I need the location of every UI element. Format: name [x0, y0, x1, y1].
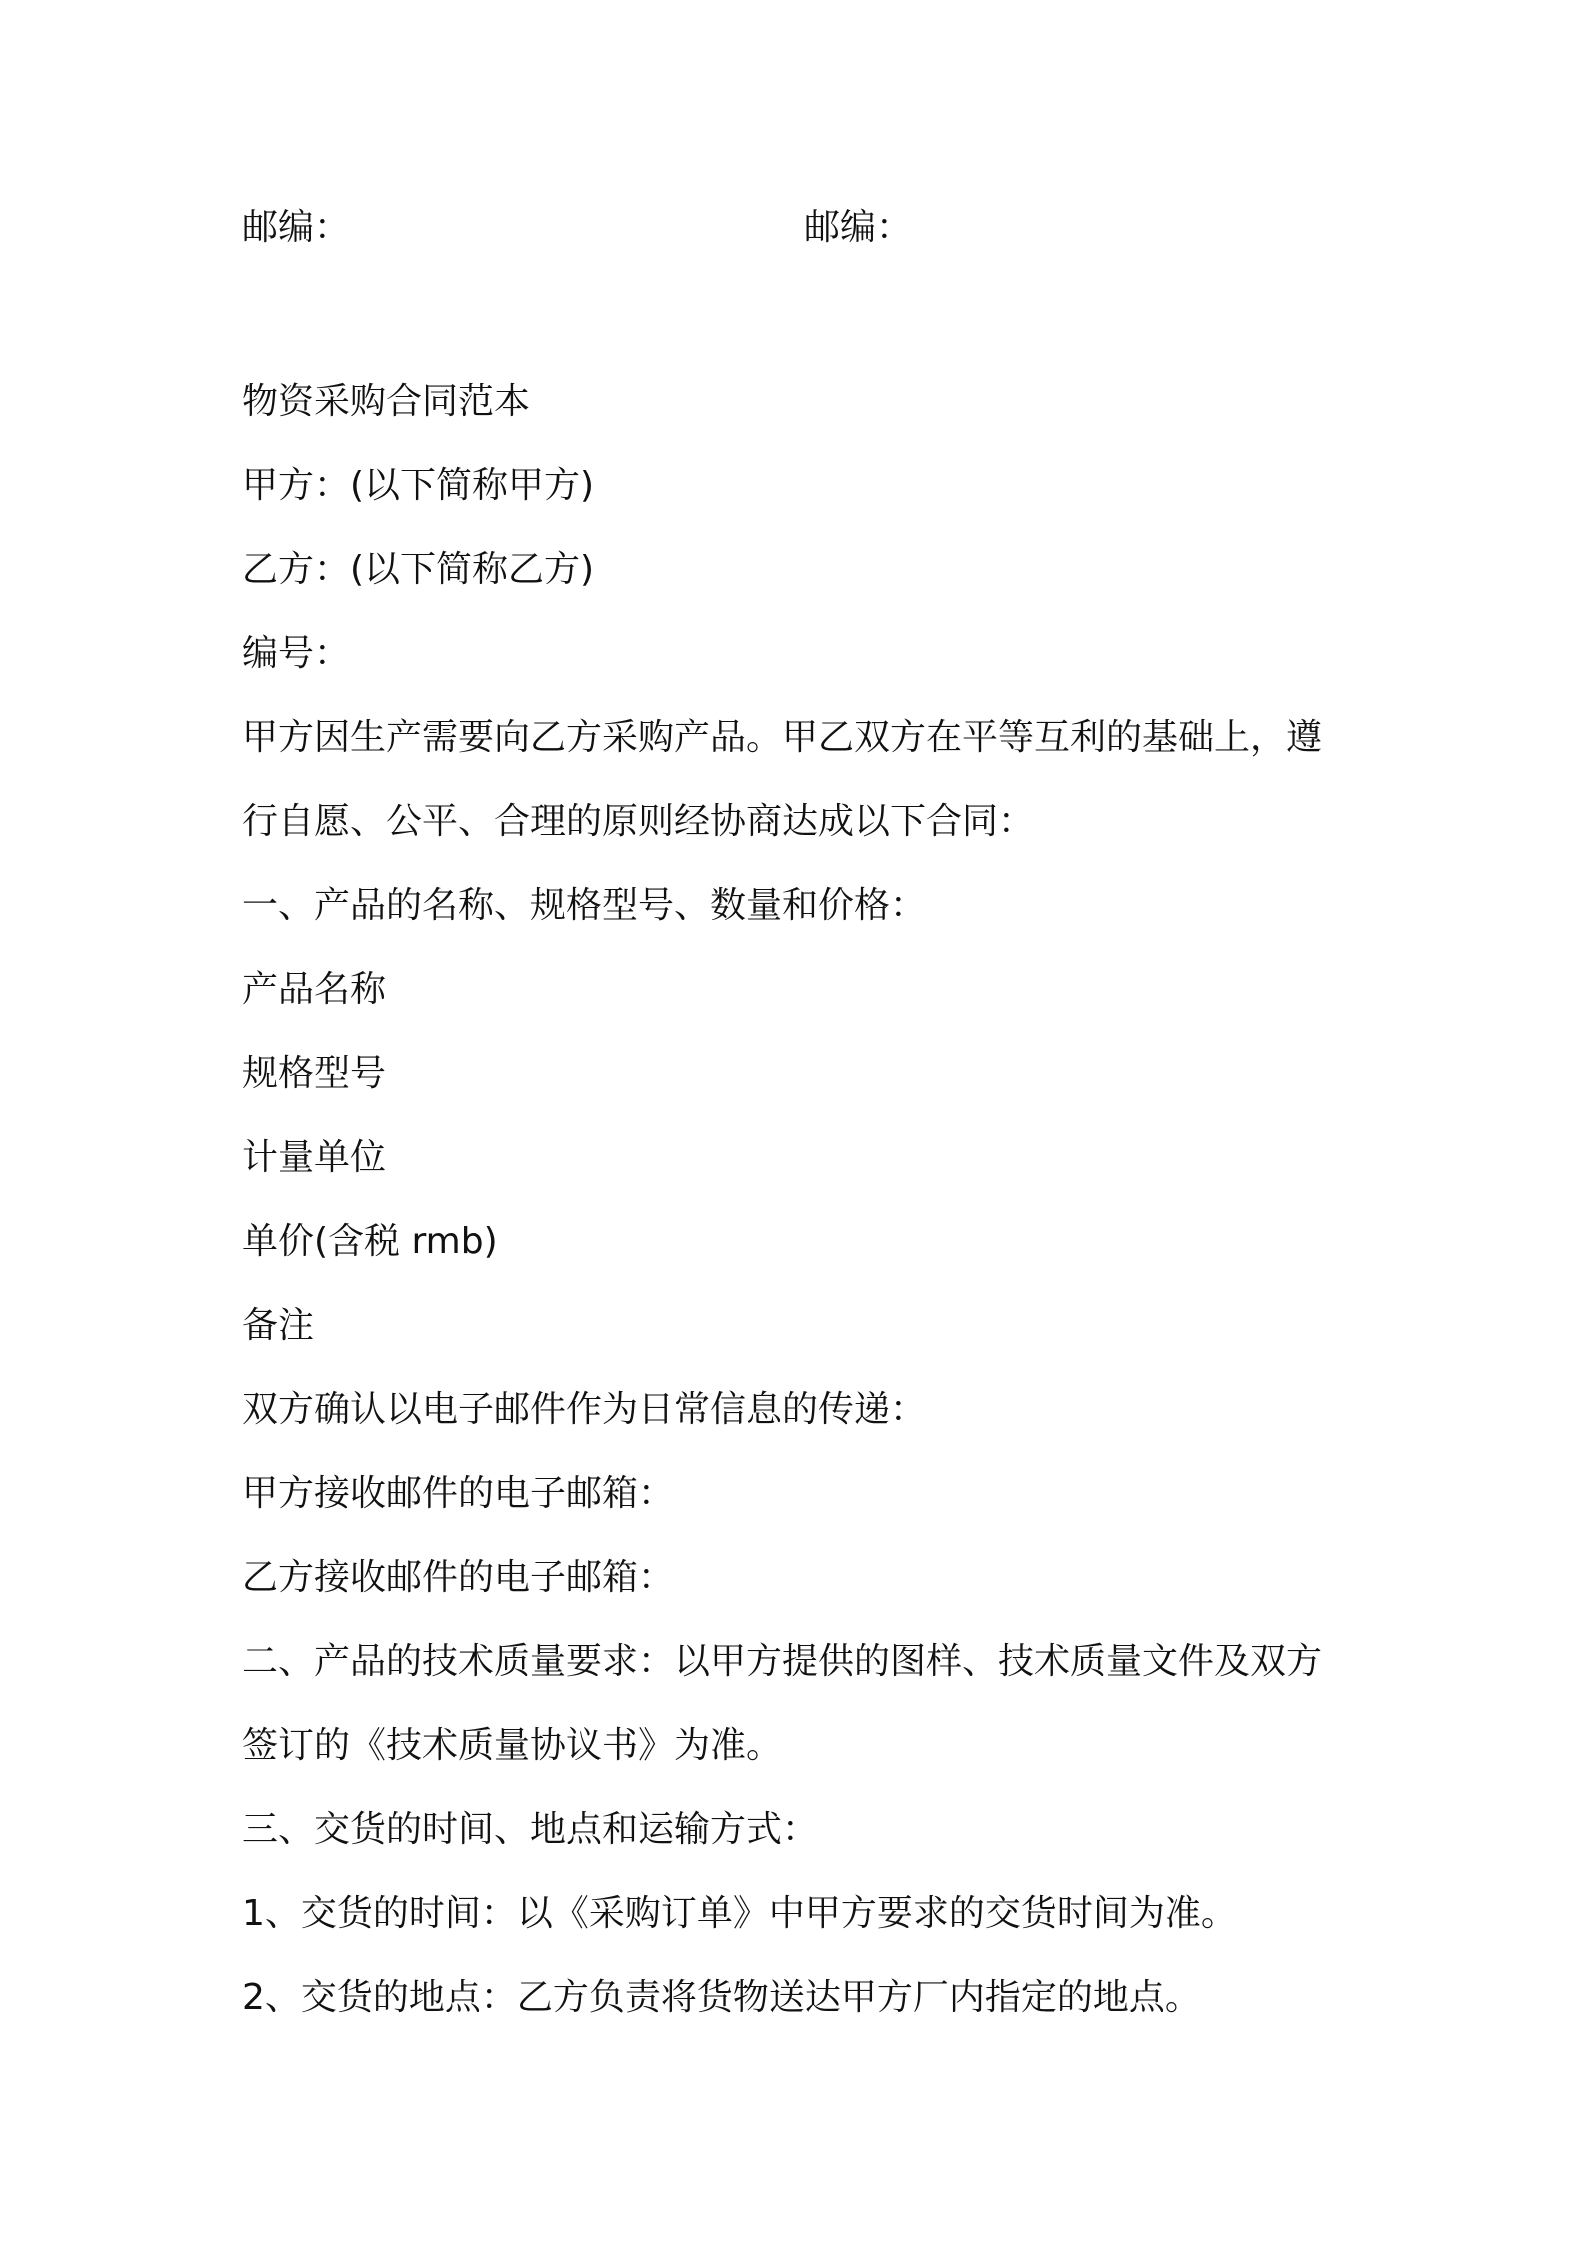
preamble-line-1: 甲方因生产需要向乙方采购产品。甲乙双方在平等互利的基础上，遵	[242, 717, 1323, 758]
party-a-postal-code-label: 邮编：	[242, 207, 351, 248]
section-2-line-1: 二、产品的技术质量要求：以甲方提供的图样、技术质量文件及双方	[242, 1641, 1323, 1682]
contract-number-line: 编号：	[242, 633, 351, 674]
party-b-postal-code-label: 邮编：	[804, 207, 913, 248]
spec-model-field: 规格型号	[242, 1053, 387, 1094]
unit-of-measure-field: 计量单位	[242, 1137, 387, 1178]
preamble-line-2: 行自愿、公平、合理的原则经协商达成以下合同：	[242, 801, 1035, 842]
delivery-time-clause: 1、交货的时间：以《采购订单》中甲方要求的交货时间为准。	[242, 1893, 1237, 1934]
party-a-line: 甲方：(以下简称甲方)	[242, 465, 595, 506]
party-b-line: 乙方：(以下简称乙方)	[242, 549, 595, 590]
postal-code-row	[242, 200, 1362, 256]
section-1-heading: 一、产品的名称、规格型号、数量和价格：	[242, 885, 927, 926]
product-name-field: 产品名称	[242, 969, 387, 1010]
contract-body	[242, 360, 1352, 2040]
contract-title: 物资采购合同范本	[242, 381, 531, 422]
unit-price-field: 单价(含税 rmb)	[242, 1221, 498, 1262]
remarks-field: 备注	[242, 1305, 315, 1346]
party-b-email-line: 乙方接收邮件的电子邮箱：	[242, 1557, 675, 1598]
email-confirmation-line: 双方确认以电子邮件作为日常信息的传递：	[242, 1389, 927, 1430]
section-3-heading: 三、交货的时间、地点和运输方式：	[242, 1809, 819, 1850]
delivery-location-clause: 2、交货的地点：乙方负责将货物送达甲方厂内指定的地点。	[242, 1977, 1201, 2018]
section-2-line-2: 签订的《技术质量协议书》为准。	[242, 1725, 783, 1766]
party-a-email-line: 甲方接收邮件的电子邮箱：	[242, 1473, 675, 1514]
